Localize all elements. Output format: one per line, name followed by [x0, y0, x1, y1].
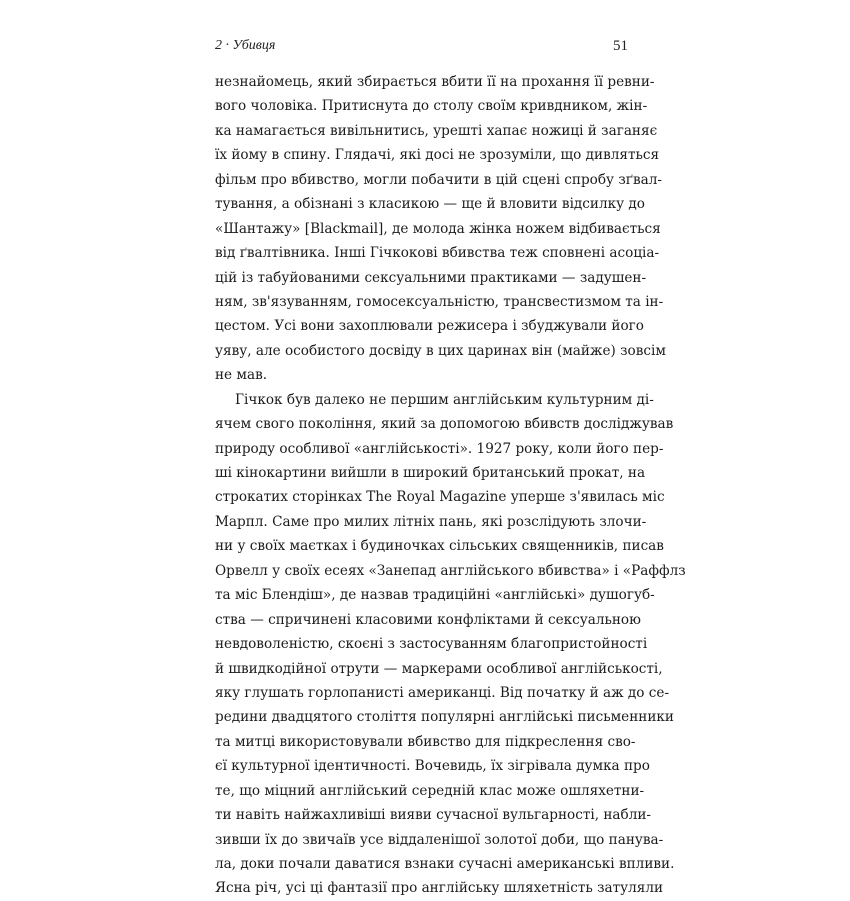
text-line: ка намагається вивільнитись, урешті хапає ножиці й заганяє	[215, 122, 658, 139]
text-line: «Шантажу» [Blackmail], де молода жінка ножем відбивається	[215, 220, 661, 237]
text-line: Ясна річ, усі ці фантазії про англійську шляхетність затуляли	[215, 880, 664, 897]
text-line: й швидкодійної отрути — маркерами особливої англійськості,	[215, 660, 663, 677]
text-line: зивши їх до звичаїв усе віддаленішої золотої доби, що панува-	[215, 831, 664, 848]
text-line: те, що міцний англійський середній клас може ошляхетни-	[215, 782, 645, 799]
running-head: 2 · Убивця	[215, 38, 276, 53]
text-line: та міс Блендіш», де назвав традиційні «англійські» душогуб-	[215, 587, 655, 604]
paragraph	[215, 388, 686, 901]
text-line: Марпл. Саме про милих літніх пань, які розслідують злочи-	[215, 513, 647, 530]
text-line: цій із табуйованими сексуальними практиками — задушен-	[215, 269, 647, 286]
text-line: та митці використовували вбивство для підкреслення сво-	[215, 733, 636, 750]
text-line: яку глушать горлопанисті американці. Від початку й аж до се-	[215, 684, 670, 701]
page-number: 51	[613, 38, 628, 54]
text-line: ства — спричинені класовими конфліктами й сексуальною	[215, 611, 641, 628]
text-line: ням, зв'язуванням, гомосексуальністю, трансвестизмом та ін-	[215, 293, 664, 310]
text-line: ші кінокартини вийшли в широкий британський прокат, на	[215, 465, 646, 481]
text-line: невдоволеністю, скоєні з застосуванням благопристойності	[215, 636, 648, 653]
text-line: фільм про вбивство, могли побачити в цій сцені спробу зґвал-	[215, 171, 662, 188]
text-line: ни у своїх маєтках і будиночках сільських священників, писав	[215, 538, 664, 555]
text-line: від ґвалтівника. Інші Гічкокові вбивства теж сповнені асоціа-	[215, 245, 660, 262]
text-line: строкатих сторінках The Royal Magazine уперше з'явилась міс	[215, 489, 665, 506]
text-line: ти навіть найжахливіші вияви сучасної вульгарності, набли-	[215, 807, 651, 824]
text-line: Гічкок був далеко не першим англійським культурним ді-	[235, 391, 654, 408]
text-line: Орвелл у своїх есеях «Занепад англійського вбивства» і «Раффлз	[215, 562, 686, 579]
text-line: тування, а обізнані з класикою — ще й вловити відсилку до	[215, 196, 645, 213]
text-line: цестом. Усі вони захоплювали режисера і збуджували його	[215, 318, 644, 335]
text-line: єї культурної ідентичності. Вочевидь, їх зігрівала думка про	[215, 758, 650, 775]
text-line: редини двадцятого століття популярні англійські письменники	[215, 709, 674, 726]
text-line: незнайомець, який збирається вбити її на прохання її ревни-	[215, 74, 655, 90]
text-line: вого чоловіка. Притиснута до столу своїм кривдником, жін-	[215, 98, 648, 115]
body-text	[215, 70, 686, 901]
text-line: ла, доки почали даватися взнаки сучасні американські впливи.	[215, 856, 675, 872]
text-line: уяву, але особистого досвіду в цих царинах він (майже) зовсім	[215, 342, 666, 359]
text-line: не мав.	[215, 367, 268, 384]
text-line: ячем свого покоління, який за допомогою вбивств досліджував	[215, 416, 674, 433]
text-line: їх йому в спину. Глядачі, які досі не зрозуміли, що дивляться	[215, 147, 660, 164]
paragraph	[215, 70, 666, 388]
text-line: природу особливої «англійськості». 1927 року, коли його пер-	[215, 440, 664, 457]
